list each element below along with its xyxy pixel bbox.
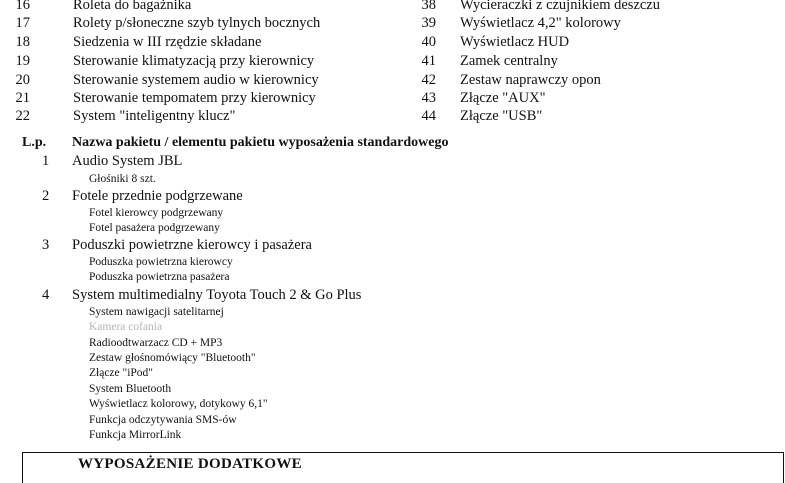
item-label: Wycieraczki z czujnikiem deszczu [460,0,660,13]
item-number: 17 [15,15,30,31]
item-number: 43 [421,90,436,106]
additional-equipment-section [22,452,784,483]
item-number: 22 [15,108,30,124]
item-label: System "inteligentny klucz" [73,108,236,124]
item-label: Sterowanie klimatyzacją przy kierownicy [73,53,315,69]
item-number: 41 [421,53,436,69]
item-number: 19 [15,53,30,69]
item-number: 44 [421,108,436,124]
package-sub-item: Funkcja odczytywania SMS-ów [89,414,237,426]
package-name-column-header: Nazwa pakietu / elementu pakietu wyposażenia standardowego [72,135,449,150]
package-name: Poduszki powietrzne kierowcy i pasażera [72,237,312,253]
item-number: 18 [15,34,30,50]
item-label: Roleta do bagażnika [73,0,192,13]
package-sub-item: Złącze "iPod" [89,367,153,379]
package-sub-item: System Bluetooth [89,383,172,395]
package-sub-item: Fotel kierowcy podgrzewany [89,207,224,219]
package-number: 4 [42,287,50,303]
package-number: 1 [42,153,50,169]
item-number: 20 [15,72,30,88]
item-label: Zestaw naprawczy opon [460,72,601,88]
lp-column-header: L.p. [22,135,47,150]
item-number: 16 [15,0,30,13]
item-label: Wyświetlacz 4,2" kolorowy [460,15,621,31]
package-name: Fotele przednie podgrzewane [72,188,243,204]
item-label: Wyświetlacz HUD [460,34,570,50]
package-sub-item: Poduszka powietrzna pasażera [89,271,230,283]
package-sub-item: Fotel pasażera podgrzewany [89,222,220,234]
package-sub-item: System nawigacji satelitarnej [89,306,224,318]
item-number: 39 [421,15,436,31]
item-label: Złącze "AUX" [460,90,546,106]
item-label: Rolety p/słoneczne szyb tylnych bocznych [73,15,321,31]
item-label: Siedzenia w III rzędzie składane [73,34,262,50]
package-number: 2 [42,188,50,204]
item-label: Zamek centralny [460,53,558,69]
package-sub-item: Poduszka powietrzna kierowcy [89,256,233,268]
item-number: 42 [421,72,436,88]
item-label: Sterowanie systemem audio w kierownicy [73,72,319,88]
package-number: 3 [42,237,50,253]
section-title: WYPOSAŻENIE DODATKOWE [78,456,302,472]
package-sub-item: Głośniki 8 szt. [89,173,156,185]
item-number: 40 [421,34,436,50]
item-number: 38 [421,0,436,13]
item-label: Sterowanie tempomatem przy kierownicy [73,90,316,106]
item-label: Złącze "USB" [460,108,543,124]
package-name: System multimedialny Toyota Touch 2 & Go Plus [72,287,362,303]
item-number: 21 [15,90,30,106]
package-sub-item: Zestaw głośnomówiący "Bluetooth" [89,352,256,364]
package-sub-item: Funkcja MirrorLink [89,429,182,441]
package-sub-item: Kamera cofania [89,321,163,333]
package-sub-item: Wyświetlacz kolorowy, dotykowy 6,1" [89,398,268,410]
package-name: Audio System JBL [72,153,183,169]
package-sub-item: Radioodtwarzacz CD + MP3 [89,337,223,349]
